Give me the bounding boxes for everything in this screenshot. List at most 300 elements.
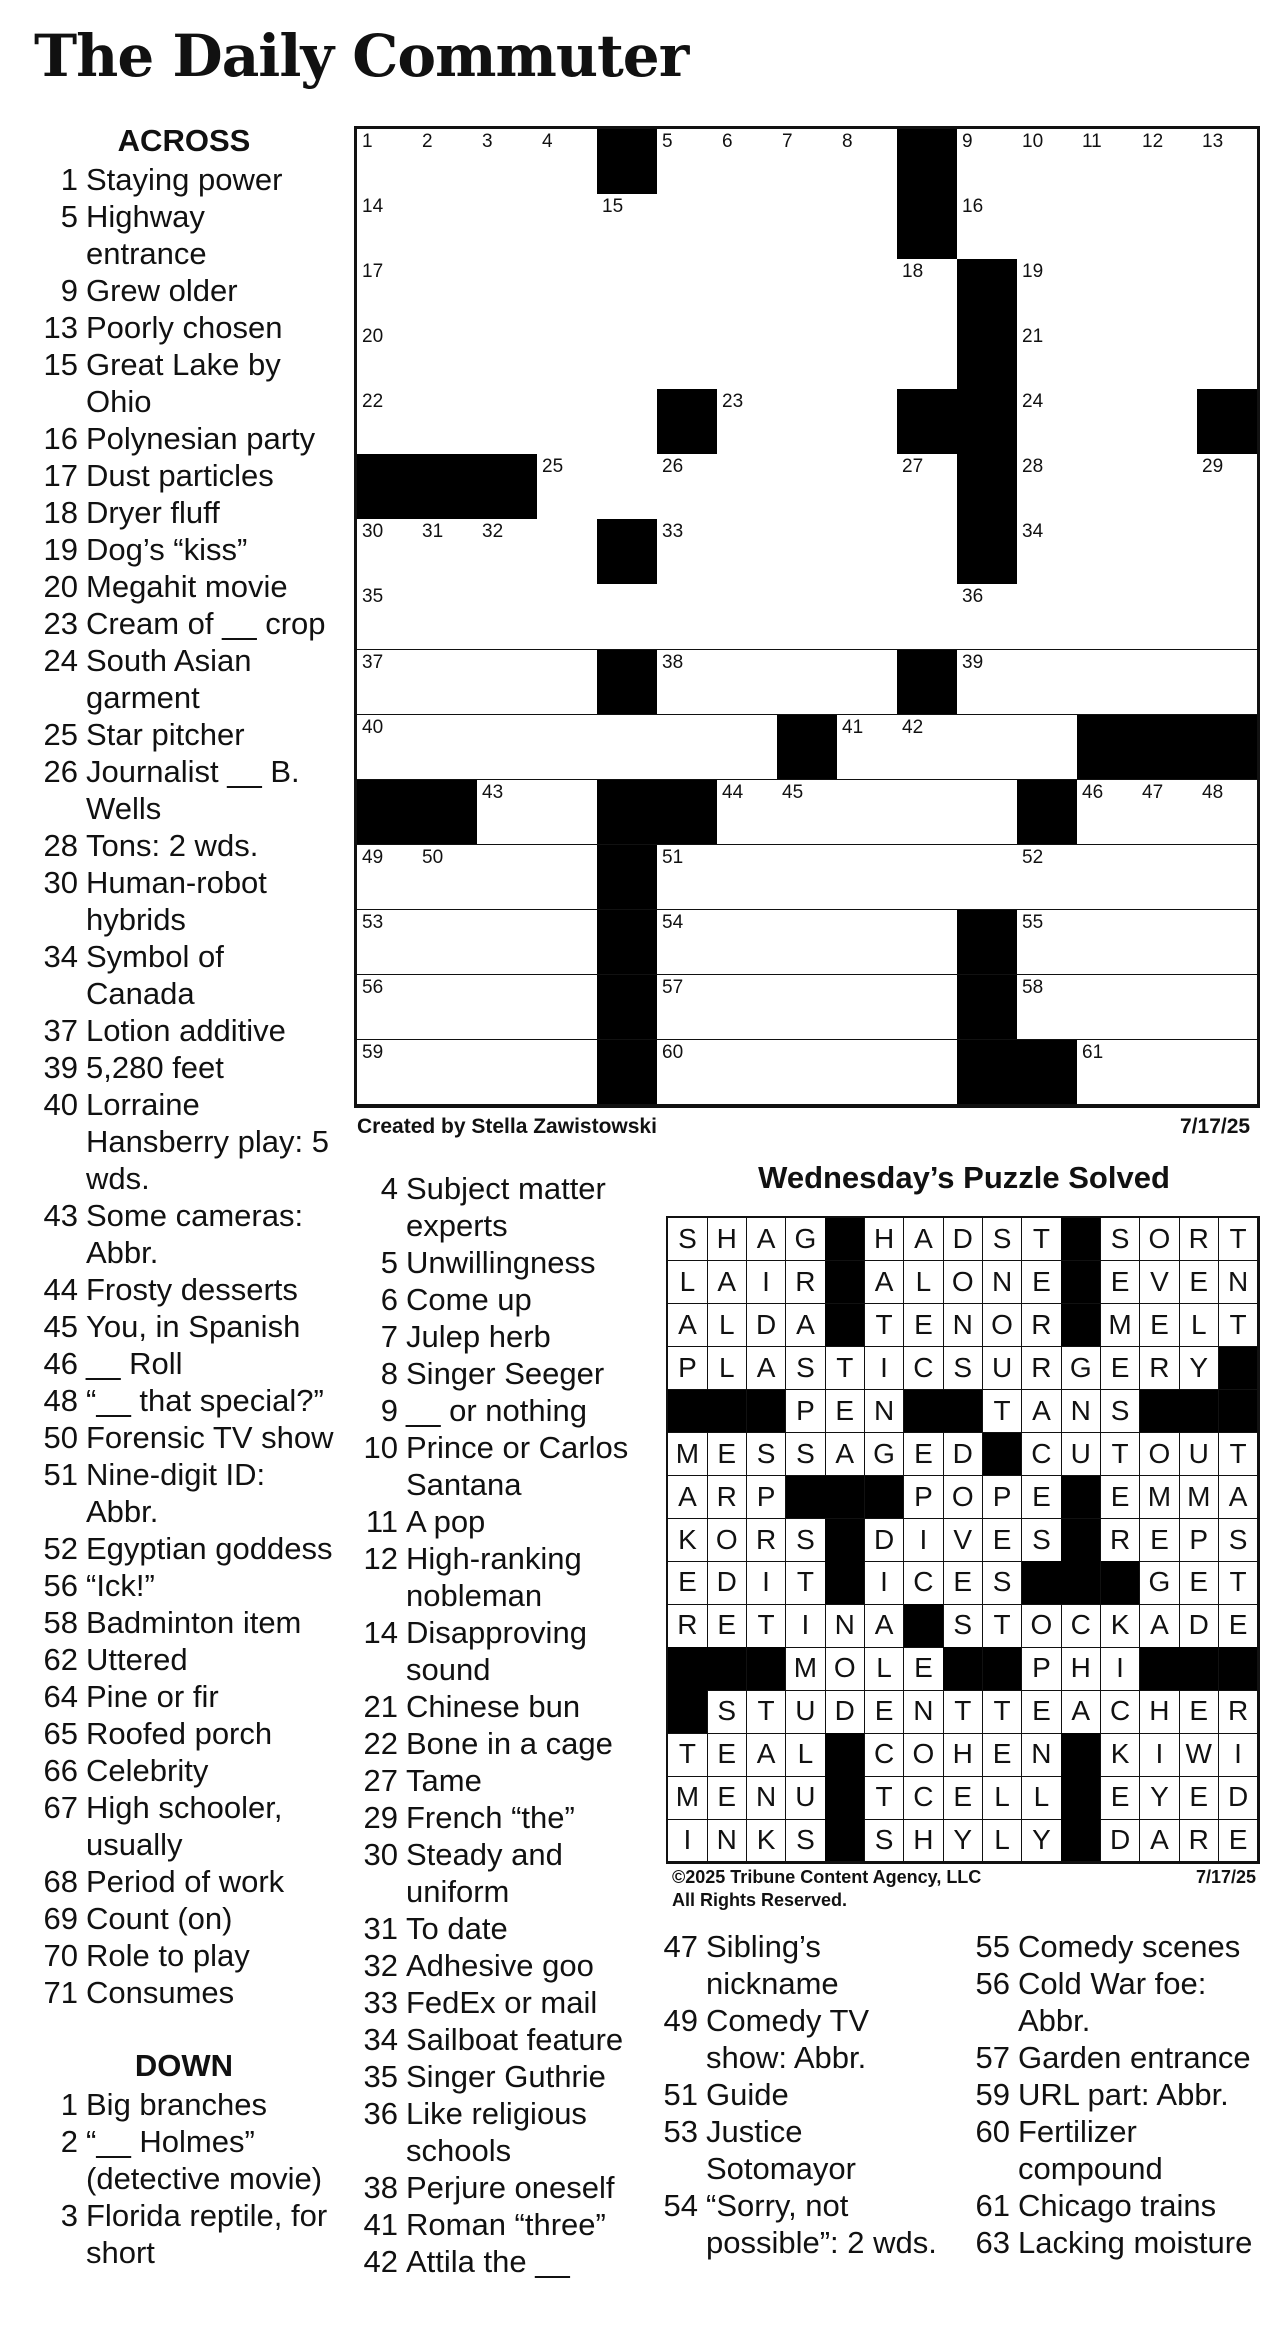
solution-cell: O [1140,1433,1180,1476]
clue-number: 49 [663,2003,698,2038]
grid-cell[interactable] [1077,194,1138,260]
grid-cell[interactable] [837,259,898,325]
grid-cell[interactable] [717,780,778,846]
grid-cell[interactable] [777,845,838,911]
grid-cell[interactable] [1197,845,1258,911]
grid-cell[interactable] [657,975,718,1041]
grid-cell[interactable] [777,1040,838,1106]
grid-cell[interactable] [1017,259,1078,325]
grid-cell[interactable] [957,194,1018,260]
grid-cell[interactable] [477,650,538,716]
grid-cell[interactable] [1137,519,1198,585]
grid-cell[interactable] [417,519,478,585]
solution-cell: D [1219,1776,1259,1819]
grid-cell[interactable] [897,324,958,390]
grid-cell[interactable] [717,1040,778,1106]
grid-cell[interactable] [1017,584,1078,650]
cell-number: 28 [1022,456,1044,478]
solution-cell: N [825,1604,865,1647]
grid-cell[interactable] [357,584,418,650]
grid-cell[interactable] [537,389,598,455]
clue-number: 40 [43,1087,78,1122]
grid-cell[interactable] [597,324,658,390]
clue-number: 19 [43,532,78,567]
solution-cell: E [1140,1519,1180,1562]
solution-black-square [825,1733,865,1776]
clue-number: 20 [43,569,78,604]
grid-cell[interactable] [717,975,778,1041]
solution-cell: I [1101,1647,1141,1690]
grid-cell[interactable] [957,129,1018,195]
grid-cell[interactable] [717,715,778,781]
grid-cell[interactable] [417,389,478,455]
solution-cell: I [904,1519,944,1562]
grid-cell[interactable] [1077,259,1138,325]
grid-cell[interactable] [1137,780,1198,846]
solution-cell: S [943,1604,983,1647]
grid-cell[interactable] [357,129,418,195]
grid-cell[interactable] [597,584,658,650]
grid-cell[interactable] [357,975,418,1041]
grid-cell[interactable] [1017,910,1078,976]
grid-cell[interactable] [1197,780,1258,846]
grid-cell[interactable] [897,715,958,781]
grid-cell[interactable] [417,845,478,911]
grid-cell[interactable] [417,259,478,325]
grid-cell[interactable] [477,975,538,1041]
black-square [597,910,658,976]
grid-cell[interactable] [477,129,538,195]
grid-cell[interactable] [357,715,418,781]
grid-cell[interactable] [777,454,838,520]
grid-cell[interactable] [477,780,538,846]
grid-cell[interactable] [837,715,898,781]
grid-cell[interactable] [1137,845,1198,911]
grid-cell[interactable] [1017,129,1078,195]
grid-cell[interactable] [1197,259,1258,325]
grid-cell[interactable] [477,715,538,781]
black-square [477,454,538,520]
solution-cell: A [747,1733,787,1776]
grid-cell[interactable] [837,650,898,716]
grid-cell[interactable] [1137,259,1198,325]
grid-cell[interactable] [657,259,718,325]
grid-cell[interactable] [597,389,658,455]
clue-item [654,2076,954,2113]
clue-item [34,1049,334,1086]
solution-grid [666,1216,1260,1864]
grid-cell[interactable] [717,845,778,911]
solution-cell: E [943,1776,983,1819]
clue-number: 32 [363,1948,398,1983]
grid-cell[interactable] [357,194,418,260]
grid-cell[interactable] [1017,454,1078,520]
grid-cell[interactable] [1197,194,1258,260]
clue-number: 14 [363,1615,398,1650]
grid-cell[interactable] [837,845,898,911]
grid-cell[interactable] [477,324,538,390]
clue-item [354,1688,654,1725]
grid-cell[interactable] [1077,324,1138,390]
grid-cell[interactable] [777,324,838,390]
grid-cell[interactable] [1077,584,1138,650]
grid-cell[interactable] [357,845,418,911]
grid-cell[interactable] [1077,650,1138,716]
solution-black-square [1061,1776,1101,1819]
grid-cell[interactable] [357,259,418,325]
solution-title: Wednesday’s Puzzle Solved [758,1160,1170,1195]
grid-cell[interactable] [1017,975,1078,1041]
grid-cell[interactable] [777,129,838,195]
grid-cell[interactable] [657,454,718,520]
clue-text: Role to play [86,1938,250,1973]
solution-cell: A [1140,1819,1180,1862]
clue-item [354,1392,654,1429]
clue-number: 9 [380,1393,398,1428]
grid-cell[interactable] [417,584,478,650]
clue-text: Symbol of Canada [86,939,224,1011]
grid-cell[interactable] [897,259,958,325]
grid-cell[interactable] [837,324,898,390]
grid-cell[interactable] [357,910,418,976]
grid-cell[interactable] [1197,650,1258,716]
solution-cell: L [904,1261,944,1304]
grid-cell[interactable] [417,910,478,976]
clue-item [34,457,334,494]
solution-cell: E [1101,1261,1141,1304]
grid-cell[interactable] [777,910,838,976]
grid-cell[interactable] [717,324,778,390]
grid-cell[interactable] [1197,1040,1258,1106]
grid-cell[interactable] [537,780,598,846]
grid-cell[interactable] [897,975,958,1041]
grid-cell[interactable] [477,194,538,260]
clue-item [354,1318,654,1355]
grid-cell[interactable] [537,845,598,911]
solution-cell: D [1179,1604,1219,1647]
grid-cell[interactable] [417,715,478,781]
grid-cell[interactable] [1077,454,1138,520]
solution-cell: L [668,1261,708,1304]
grid-cell[interactable] [657,324,718,390]
grid-cell[interactable] [417,975,478,1041]
grid-cell[interactable] [837,910,898,976]
grid-cell[interactable] [1077,519,1138,585]
grid-cell[interactable] [417,650,478,716]
grid-cell[interactable] [1017,324,1078,390]
clue-number: 30 [43,865,78,900]
grid-cell[interactable] [957,650,1018,716]
grid-cell[interactable] [477,584,538,650]
clue-item [34,1197,334,1271]
grid-cell[interactable] [777,194,838,260]
grid-cell[interactable] [957,780,1018,846]
cell-number: 48 [1202,781,1224,803]
solution-cell: E [1219,1604,1259,1647]
grid-cell[interactable] [657,519,718,585]
clue-number: 62 [43,1642,78,1677]
grid-cell[interactable] [537,1040,598,1106]
solution-cell: N [747,1776,787,1819]
grid-cell[interactable] [1197,975,1258,1041]
clue-item [654,1928,954,2002]
grid-cell[interactable] [717,259,778,325]
clue-number: 47 [663,1929,698,1964]
grid-cell[interactable] [657,129,718,195]
grid-cell[interactable] [597,259,658,325]
clue-text: Highway entrance [86,199,207,271]
clue-number: 70 [43,1938,78,1973]
clue-item [34,198,334,272]
solution-cell: R [1101,1519,1141,1562]
grid-cell[interactable] [1137,194,1198,260]
grid-cell[interactable] [957,715,1018,781]
grid-cell[interactable] [357,1040,418,1106]
grid-cell[interactable] [417,194,478,260]
grid-cell[interactable] [1137,910,1198,976]
grid-cell[interactable] [1017,715,1078,781]
grid-cell[interactable] [777,650,838,716]
grid-cell[interactable] [957,845,1018,911]
grid-cell[interactable] [357,389,418,455]
solution-black-square [786,1476,826,1519]
grid-cell[interactable] [897,519,958,585]
grid-cell[interactable] [717,194,778,260]
grid-cell[interactable] [657,650,718,716]
grid-cell[interactable] [537,259,598,325]
clue-text: Bone in a cage [406,1726,613,1761]
solution-black-square [1061,1218,1101,1261]
crossword-grid[interactable] [354,126,1260,1108]
grid-cell[interactable] [717,129,778,195]
grid-cell[interactable] [837,454,898,520]
clue-item [34,2197,334,2271]
grid-cell[interactable] [777,519,838,585]
clue-number: 59 [975,2077,1010,2112]
grid-cell[interactable] [417,1040,478,1106]
grid-cell[interactable] [837,584,898,650]
solution-black-square [747,1647,787,1690]
grid-cell[interactable] [477,845,538,911]
clue-number: 1 [60,2087,78,2122]
across-list [34,161,334,2011]
grid-cell[interactable] [597,194,658,260]
clue-text: Nine-digit ID: Abbr. [86,1457,266,1529]
clue-number: 66 [43,1753,78,1788]
grid-cell[interactable] [777,389,838,455]
grid-cell[interactable] [957,584,1018,650]
grid-cell[interactable] [837,975,898,1041]
clue-text: Tons: 2 wds. [86,828,259,863]
grid-cell[interactable] [1197,910,1258,976]
grid-cell[interactable] [717,650,778,716]
clue-number: 56 [975,1966,1010,2001]
grid-cell[interactable] [837,194,898,260]
grid-cell[interactable] [1197,584,1258,650]
solution-cell: C [904,1347,944,1390]
black-square [597,650,658,716]
clue-item [34,1345,334,1382]
grid-cell[interactable] [1197,129,1258,195]
grid-cell[interactable] [777,259,838,325]
grid-cell[interactable] [837,519,898,585]
grid-cell[interactable] [897,910,958,976]
grid-cell[interactable] [717,584,778,650]
clue-text: Count (on) [86,1901,233,1936]
grid-cell[interactable] [1077,1040,1138,1106]
clue-number: 4 [380,1171,398,1206]
grid-cell[interactable] [1077,129,1138,195]
grid-cell[interactable] [1017,194,1078,260]
grid-cell[interactable] [1137,584,1198,650]
clue-number: 31 [363,1911,398,1946]
grid-cell[interactable] [1137,650,1198,716]
grid-cell[interactable] [897,1040,958,1106]
grid-cell[interactable] [897,454,958,520]
solution-cell: P [668,1347,708,1390]
black-square [897,194,958,260]
grid-cell[interactable] [1137,389,1198,455]
grid-cell[interactable] [1077,389,1138,455]
grid-cell[interactable] [717,454,778,520]
grid-cell[interactable] [897,780,958,846]
clue-item [34,1900,334,1937]
clue-text: High schooler, usually [86,1790,283,1862]
clue-text: Singer Seeger [406,1356,605,1391]
grid-cell[interactable] [1017,845,1078,911]
grid-cell[interactable] [657,584,718,650]
grid-cell[interactable] [537,454,598,520]
grid-cell[interactable] [537,975,598,1041]
grid-cell[interactable] [357,519,418,585]
across-header: ACROSS [117,123,251,158]
grid-cell[interactable] [537,650,598,716]
grid-cell[interactable] [717,910,778,976]
grid-cell[interactable] [1137,1040,1198,1106]
solution-cell: H [1140,1690,1180,1733]
grid-cell[interactable] [1197,519,1258,585]
black-square [957,910,1018,976]
grid-cell[interactable] [357,650,418,716]
solution-cell: E [1179,1690,1219,1733]
solution-black-square [1101,1561,1141,1604]
grid-cell[interactable] [477,389,538,455]
grid-cell[interactable] [1017,650,1078,716]
grid-cell[interactable] [837,129,898,195]
clue-text: Forensic TV show [86,1420,334,1455]
grid-cell[interactable] [537,715,598,781]
grid-cell[interactable] [1137,454,1198,520]
grid-cell[interactable] [1017,519,1078,585]
grid-cell[interactable] [1077,910,1138,976]
grid-cell[interactable] [477,259,538,325]
solution-cell: V [943,1519,983,1562]
grid-cell[interactable] [777,780,838,846]
grid-cell[interactable] [357,324,418,390]
solution-black-square [668,1390,708,1433]
solution-black-square [1179,1390,1219,1433]
down-clues-part2 [354,1170,654,2280]
clue-number: 22 [363,1726,398,1761]
grid-cell[interactable] [477,1040,538,1106]
grid-cell[interactable] [717,389,778,455]
grid-cell[interactable] [657,194,718,260]
solution-cell: I [1219,1733,1259,1776]
clue-item [34,1308,334,1345]
solution-cell: S [943,1347,983,1390]
grid-cell[interactable] [1197,454,1258,520]
clue-number: 67 [43,1790,78,1825]
solution-cell: D [943,1433,983,1476]
clue-text: Roofed porch [86,1716,273,1751]
solution-cell: T [983,1604,1023,1647]
grid-cell[interactable] [417,324,478,390]
grid-cell[interactable] [1077,780,1138,846]
grid-cell[interactable] [537,194,598,260]
grid-cell[interactable] [477,519,538,585]
clue-text: Perjure oneself [406,2170,615,2205]
grid-cell[interactable] [1077,845,1138,911]
grid-cell[interactable] [837,389,898,455]
across-clues [34,122,334,2271]
grid-cell[interactable] [657,910,718,976]
grid-cell[interactable] [837,780,898,846]
grid-cell[interactable] [1137,324,1198,390]
grid-cell[interactable] [897,845,958,911]
grid-cell[interactable] [477,910,538,976]
solution-cell: U [786,1776,826,1819]
grid-cell[interactable] [537,910,598,976]
clue-item [354,1614,654,1688]
grid-cell[interactable] [537,129,598,195]
clue-text: Disapproving sound [406,1615,587,1687]
clue-text: Poorly chosen [86,310,283,345]
clue-item [34,1789,334,1863]
grid-cell[interactable] [777,975,838,1041]
clue-text: __ Roll [86,1346,183,1381]
grid-cell[interactable] [537,324,598,390]
grid-cell[interactable] [537,584,598,650]
solution-cell: T [865,1304,905,1347]
clue-item [34,605,334,642]
clue-item [354,1355,654,1392]
solution-cell: C [865,1733,905,1776]
grid-cell[interactable] [1077,975,1138,1041]
solution-cell: O [904,1733,944,1776]
grid-cell[interactable] [777,584,838,650]
grid-cell[interactable] [537,519,598,585]
grid-cell[interactable] [417,129,478,195]
solution-black-square [825,1476,865,1519]
clue-text: Fertilizer compound [1018,2114,1163,2186]
grid-cell[interactable] [597,715,658,781]
grid-cell[interactable] [897,584,958,650]
grid-cell[interactable] [1197,324,1258,390]
grid-cell[interactable] [837,1040,898,1106]
grid-cell[interactable] [1137,975,1198,1041]
grid-cell[interactable] [597,454,658,520]
cell-number: 47 [1142,781,1164,803]
clue-number: 69 [43,1901,78,1936]
grid-cell[interactable] [657,715,718,781]
grid-cell[interactable] [657,845,718,911]
grid-cell[interactable] [717,519,778,585]
grid-cell[interactable] [657,1040,718,1106]
grid-cell[interactable] [1137,129,1198,195]
solution-cell: R [1219,1690,1259,1733]
grid-cell[interactable] [1017,389,1078,455]
clue-text: Justice Sotomayor [706,2114,856,2186]
